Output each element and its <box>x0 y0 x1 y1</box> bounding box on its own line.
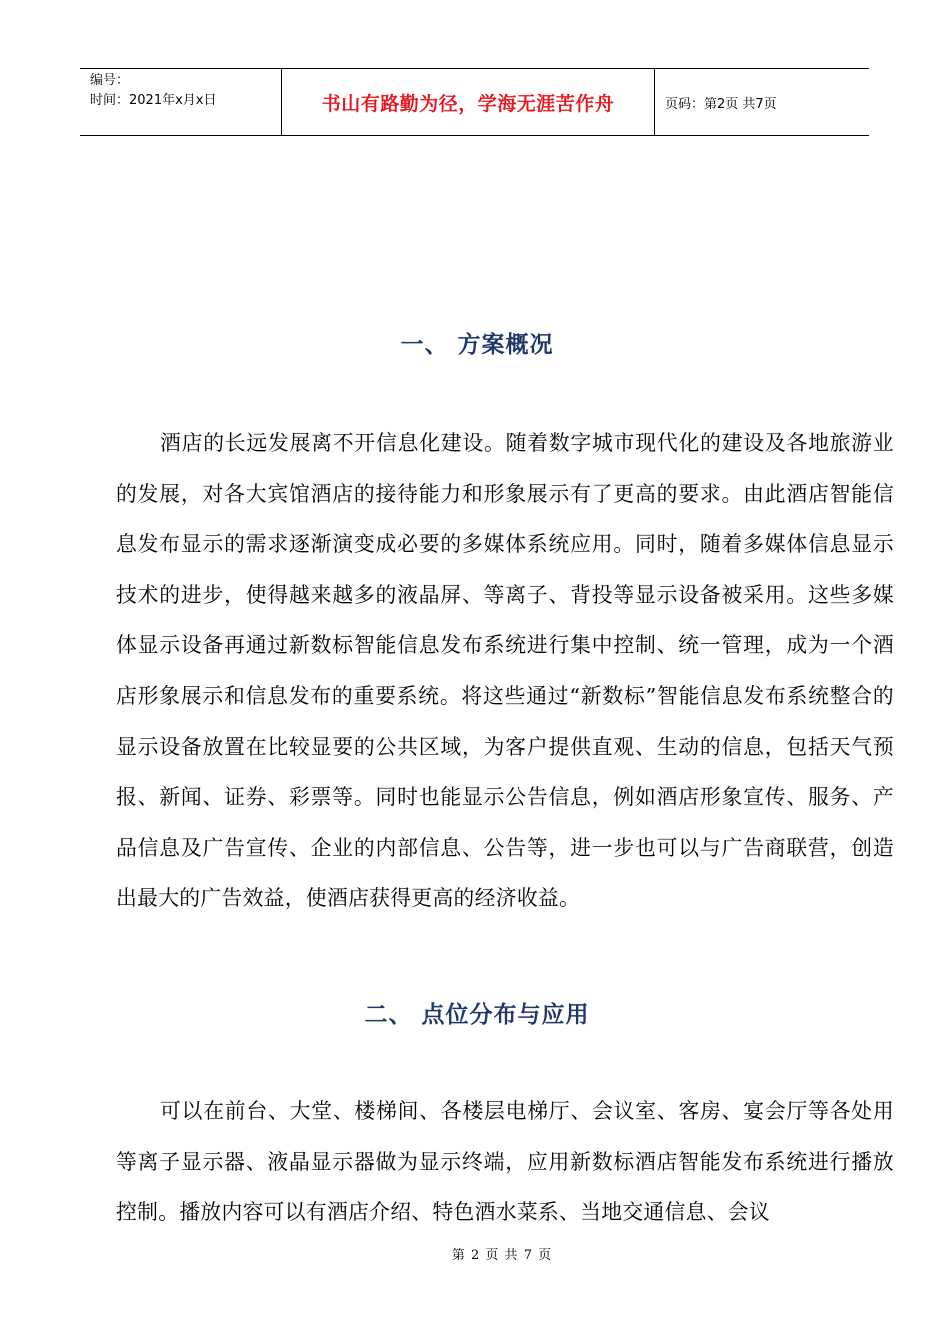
document-header <box>80 68 869 136</box>
header-motto: 书山有路勤为径，学海无涯苦作舟 <box>281 69 655 135</box>
page-footer: 第 2 页 共 7 页 <box>451 1248 553 1263</box>
section-title-distribution: 二、 点位分布与应用 <box>364 1002 590 1028</box>
code-label: 编号： <box>90 73 130 88</box>
header-meta <box>80 69 281 135</box>
time-label: 时间：2021年x月x日 <box>90 93 217 108</box>
section-paragraph-overview: 酒店的长远发展离不开信息化建设。随着数字城市现代化的建设及各地旅游业的发展，对各大宾馆酒店的接待能力和形象展示有了更高的要求。由此酒店智能信息发布显示的需求逐渐演变成必要的多媒体系统应用。同时，随着多媒体信息显示技术的进步，使得越来越多的液晶屏、等离子、背投等显示设备被采用。这些多媒体显示设备再通过新数标智能信息发布系统进行集中控制、统一管理，成为一个酒店形象展示和信息发布的重要系统。将这些通过“新数标”智能信息发布系统整合的显示设备放置在比较显要的公共区域，为客户提供直观、生动的信息，包括天气预报、新闻、证券、彩票等。同时也能显示公告信息，例如酒店形象宣传、服务、产品信息及广告宣传、企业的内部信息、公告等，进一步也可以与广告商联营，创造出最大的广告效益，使酒店获得更高的经济收益。 <box>116 431 894 911</box>
header-page-info: 页码：第2页 共7页 <box>665 96 777 112</box>
section-paragraph-distribution: 可以在前台、大堂、楼梯间、各楼层电梯厅、会议室、客房、宴会厅等各处用等离子显示器、液晶显示器做为显示终端，应用新数标酒店智能发布系统进行播放控制。播放内容可以有酒店介绍、特色酒水菜系、当地交通信息、会议 <box>116 1099 894 1225</box>
section-title-overview: 一、 方案概况 <box>400 332 554 358</box>
